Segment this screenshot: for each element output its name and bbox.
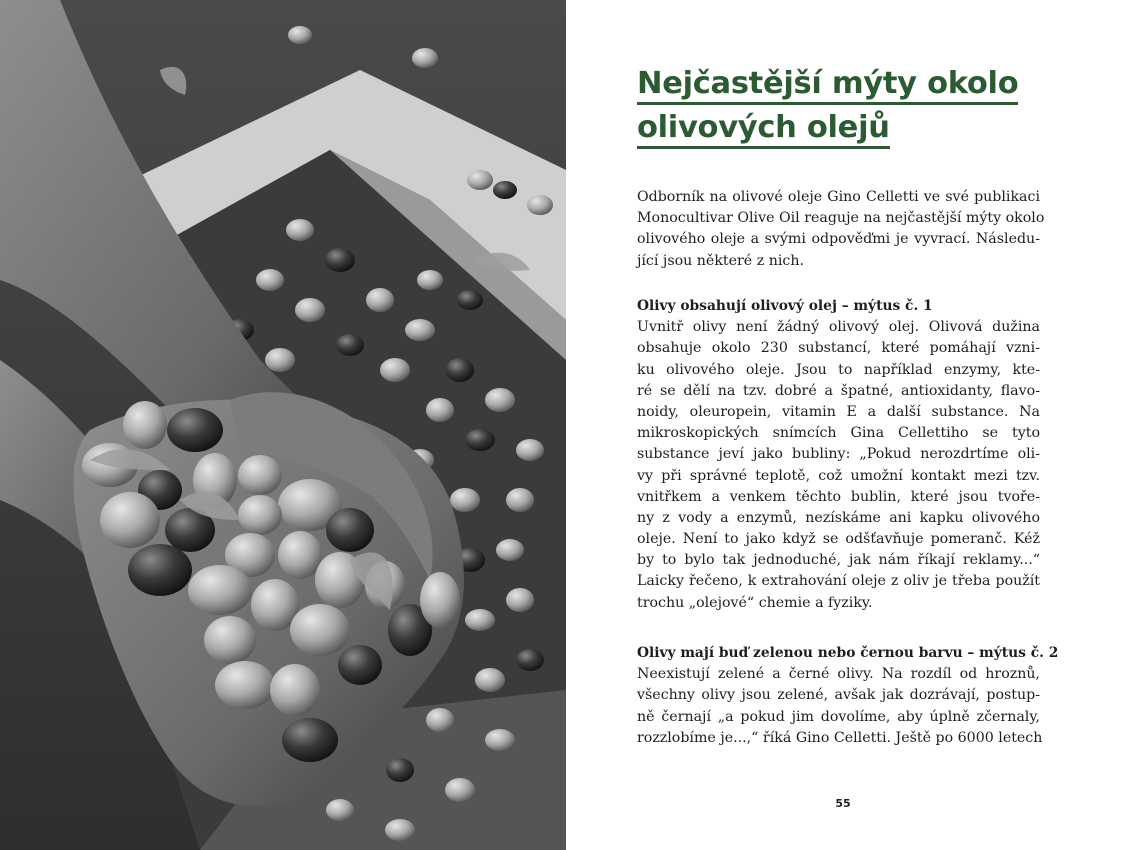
- section-line: substance jeví jako bubliny: „Pokud nerozdrtíme oli-: [637, 446, 1040, 463]
- text-page: [566, 0, 1133, 850]
- section-line: rozzlobíme je...,“ říká Gino Celletti. Ještě po 6000 letech: [637, 729, 1043, 746]
- olive-photo-illustration: [0, 0, 566, 850]
- section-line: ré se dělí na tzv. dobré a špatné, antioxidanty, flavo-: [637, 382, 1040, 399]
- section-line: všechny olivy jsou zelené, avšak jak dozrávají, postup-: [637, 687, 1040, 704]
- section-line: Neexistují zelené a černé olivy. Na rozdíl od hroznů,: [637, 666, 1040, 683]
- intro-line: Monocultivar Olive Oil reaguje na nejčastější mýty okolo: [637, 210, 1045, 227]
- section-line: ku olivového oleje. Jsou to například enzymy, kte-: [637, 361, 1040, 378]
- section-line: ny z vody a enzymů, nezískáme ani kapku olivového: [637, 509, 1040, 526]
- section-heading: Olivy obsahují olivový olej – mýtus č. 1: [637, 298, 933, 314]
- section-line: trochu „olejové“ chemie a fyziky.: [637, 594, 873, 611]
- intro-paragraph: [637, 187, 1045, 272]
- page-number: 55: [835, 797, 851, 810]
- intro-line: olivového oleje a svými odpověďmi je vyvrací. Následu-: [637, 231, 1040, 248]
- section-line: vy při správné teplotě, což umožní kontakt mezi tzv.: [637, 467, 1040, 484]
- section-line: by to bylo tak jednoduché, jak nám říkají reklamy...“: [637, 552, 1040, 569]
- myth-section-2: [637, 643, 1059, 749]
- myth-section-1: [637, 296, 1040, 614]
- section-line: oleje. Není to jako když se odšťavňuje pomeranč. Kéž: [637, 531, 1040, 548]
- section-line: obsahuje okolo 230 substancí, které pomáhají vzni-: [637, 340, 1040, 357]
- section-line: Laicky řečeno, k extrahování oleje z oliv je třeba použít: [637, 573, 1040, 590]
- section-heading: Olivy mají buď zelenou nebo černou barvu – mýtus č. 2: [637, 645, 1059, 661]
- intro-line: jící jsou některé z nich.: [637, 252, 804, 269]
- page-title: [637, 62, 1057, 150]
- section-line: Uvnitř olivy není žádný olivový olej. Olivová dužina: [637, 319, 1040, 336]
- intro-line: Odborník na olivové oleje Gino Celletti ve své publikaci: [637, 189, 1040, 205]
- section-line: ně černají „a pokud jim dovolíme, aby úplně zčernaly,: [637, 708, 1040, 725]
- title-line-2: olivových olejů: [637, 110, 890, 149]
- section-line: mikroskopických snímcích Gina Cellettiho se tyto: [637, 425, 1040, 442]
- olive-harvest-photo: [0, 0, 566, 850]
- title-line-1: Nejčastější mýty okolo: [637, 66, 1018, 105]
- section-line: vnitřkem a venkem těchto bublin, které jsou tvoře-: [637, 488, 1040, 505]
- section-line: noidy, oleuropein, vitamin E a další substance. Na: [637, 403, 1040, 420]
